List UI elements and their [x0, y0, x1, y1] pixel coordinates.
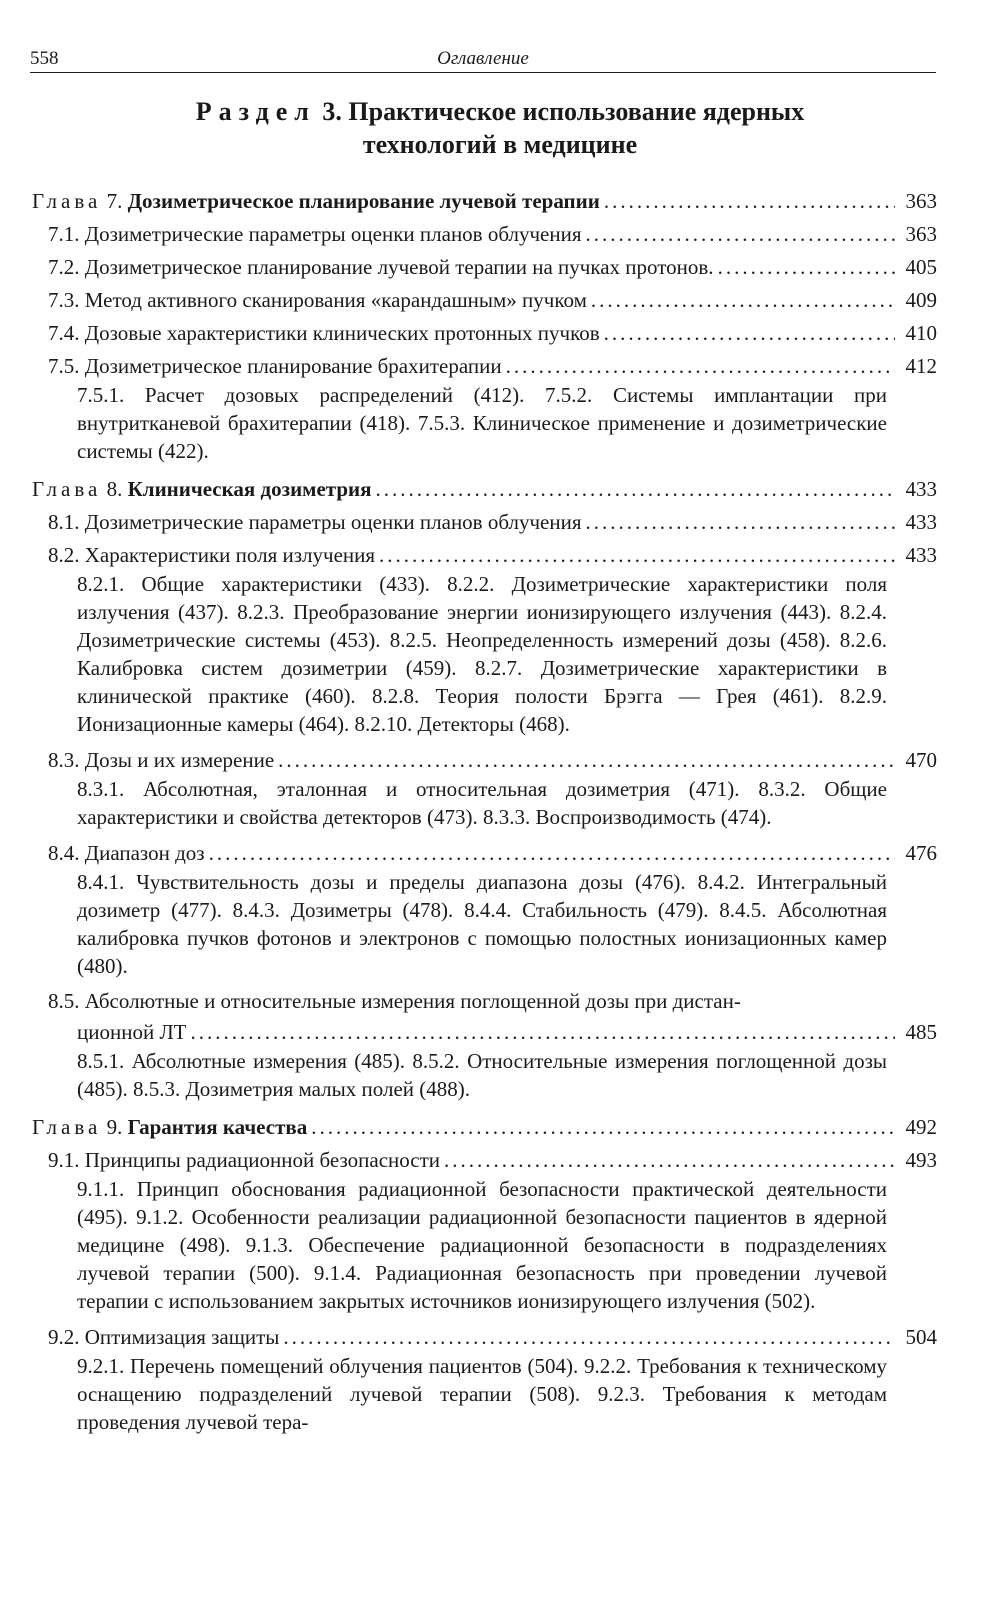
chapter-number: 9. — [106, 1115, 123, 1139]
toc-section-9-1[interactable] — [32, 1144, 937, 1177]
page-ref: 504 — [905, 1325, 937, 1349]
page-ref: 470 — [905, 748, 937, 772]
toc-subsections-8-2: 8.2.1. Общие характеристики (433). 8.2.2. Дозиметрические характеристики поля излучения (437). 8.2.3. Преобразование энергии ионизирующего излучения (443). 8.2.4. Дозиметрические системы (453). 8.2.5. Неопределенность измерений дозы (458). 8.2.6. Калибровка систем дозиметрии (459). 8.2.7. Дозиметрические характеристики в клинической практике (460). 8.2.8. Теория полости Брэгга — Грея (461). 8.2.9. Ионизационные камеры (464). 8.2.10. Детекторы (468). — [77, 572, 887, 736]
section-title-line2: технологий в медицине — [362, 130, 638, 159]
page-ref: 412 — [905, 354, 937, 378]
leader-dots — [209, 837, 895, 870]
toc-subsections-7-5: 7.5.1. Расчет дозовых распределений (412). 7.5.2. Системы имплантации при внутритканевой брахитерапии (418). 7.5.3. Клиническое применение и дозиметрические системы (422). — [77, 383, 887, 463]
leader-dots — [191, 1016, 895, 1049]
page-ref: 476 — [905, 841, 937, 865]
leader-dots — [586, 218, 895, 251]
page-ref: 493 — [905, 1148, 937, 1172]
chapter-title: Клиническая дозиметрия — [127, 477, 372, 501]
toc-section-9-2[interactable] — [32, 1321, 937, 1354]
toc-subsections-8-5: 8.5.1. Абсолютные измерения (485). 8.5.2. Относительные измерения поглощенной дозы (485). 8.5.3. Дозиметрия малых полей (488). — [77, 1049, 887, 1101]
chapter-word: Глава — [32, 1115, 102, 1139]
section-label: 8.1. Дозиметрические параметры оценки планов облучения — [48, 510, 582, 534]
toc-chapter-7[interactable] — [32, 185, 937, 218]
page-ref: 433 — [905, 510, 937, 534]
toc-section-7-5[interactable] — [32, 350, 937, 383]
leader-dots — [604, 185, 895, 218]
toc-section-7-4[interactable] — [32, 317, 937, 350]
chapter-title: Дозиметрическое планирование лучевой терапии — [127, 189, 600, 213]
chapter-word: Глава — [32, 189, 102, 213]
leader-dots — [376, 473, 895, 506]
page-ref: 409 — [905, 288, 937, 312]
section-label: 7.3. Метод активного сканирования «карандашным» пучком — [48, 288, 587, 312]
section-title-line1: 3. Практическое использование ядерных — [322, 97, 805, 126]
toc-subsections-8-4: 8.4.1. Чувствительность дозы и пределы диапазона дозы (476). 8.4.2. Интегральный дозиметр (477). 8.4.3. Дозиметры (478). 8.4.4. Стабильность (479). 8.4.5. Абсолютная калибровка пучков фотонов и электронов с помощью полостных ионизационных камер (480). — [77, 870, 887, 978]
leader-dots — [283, 1321, 895, 1354]
running-header — [30, 48, 936, 73]
toc-subsections-9-2: 9.2.1. Перечень помещений облучения пациентов (504). 9.2.2. Требования к техническому оснащению подразделений лучевой терапии (508). 9.2.3. Требования к методам проведения лучевой тера- — [77, 1354, 887, 1434]
section-label: 9.1. Принципы радиационной безопасности — [48, 1148, 441, 1172]
chapter-title: Гарантия качества — [127, 1115, 308, 1139]
toc-section-7-1[interactable] — [32, 218, 937, 251]
leader-dots — [311, 1111, 895, 1144]
toc-section-8-5[interactable] — [32, 1016, 937, 1049]
section-label: 7.4. Дозовые характеристики клинических протонных пучков — [48, 321, 600, 345]
section-word: Раздел — [195, 97, 316, 126]
leader-dots — [379, 539, 895, 572]
chapter-word: Глава — [32, 477, 102, 501]
page-ref: 405 — [905, 255, 937, 279]
page-number: 558 — [30, 48, 59, 69]
page-ref: 433 — [905, 477, 937, 501]
section-label: 7.1. Дозиметрические параметры оценки планов облучения — [48, 222, 582, 246]
page-ref: 492 — [905, 1115, 937, 1139]
leader-dots — [604, 317, 895, 350]
section-label-continued: ционной ЛТ — [77, 1020, 187, 1044]
running-title: Оглавление — [437, 48, 529, 69]
leader-dots — [278, 744, 895, 777]
page-ref: 485 — [905, 1020, 937, 1044]
leader-dots — [444, 1144, 895, 1177]
page-ref: 433 — [905, 543, 937, 567]
toc-subsections-8-3: 8.3.1. Абсолютная, эталонная и относительная дозиметрия (471). 8.3.2. Общие характеристики и свойства детекторов (473). 8.3.3. Воспроизводимость (474). — [77, 777, 887, 829]
leader-dots — [506, 350, 895, 383]
toc-section-8-3[interactable] — [32, 744, 937, 777]
section-label: 8.4. Диапазон доз — [48, 841, 205, 865]
toc-section-8-2[interactable] — [32, 539, 937, 572]
toc-subsections-9-1: 9.1.1. Принцип обоснования радиационной безопасности практической деятельности (495). 9.1.2. Особенности реализации радиационной безопасности пациентов в ядерной медицине (498). 9.1.3. Обеспечение радиационной безопасности в подразделениях лучевой терапии (500). 9.1.4. Радиационная безопасность при проведении лучевой терапии с использованием закрытых источников ионизирующего излучения (502). — [77, 1177, 887, 1313]
toc-section-8-1[interactable] — [32, 506, 937, 539]
leader-dots — [586, 506, 895, 539]
leader-dots — [591, 284, 895, 317]
chapter-number: 8. — [106, 477, 123, 501]
toc-chapter-8[interactable] — [32, 473, 937, 506]
section-heading — [0, 95, 1000, 161]
chapter-number: 7. — [106, 189, 123, 213]
leader-dots — [718, 251, 895, 284]
toc-section-8-5-line1[interactable]: 8.5. Абсолютные и относительные измерения поглощенной дозы при дистан- — [48, 989, 741, 1013]
page-ref: 410 — [905, 321, 937, 345]
toc-chapter-9[interactable] — [32, 1111, 937, 1144]
section-label: 9.2. Оптимизация защиты — [48, 1325, 280, 1349]
section-label: 8.2. Характеристики поля излучения — [48, 543, 376, 567]
section-heading-line1 — [0, 95, 1000, 128]
toc-section-7-2[interactable] — [32, 251, 937, 284]
page-ref: 363 — [905, 222, 937, 246]
toc-section-7-3[interactable] — [32, 284, 937, 317]
section-label: 7.5. Дозиметрическое планирование брахитерапии — [48, 354, 502, 378]
table-of-contents — [32, 185, 937, 1442]
toc-section-8-4[interactable] — [32, 837, 937, 870]
section-label: 8.3. Дозы и их измерение — [48, 748, 275, 772]
page-ref: 363 — [905, 189, 937, 213]
section-label: 7.2. Дозиметрическое планирование лучевой терапии на пучках протонов. — [48, 255, 714, 279]
